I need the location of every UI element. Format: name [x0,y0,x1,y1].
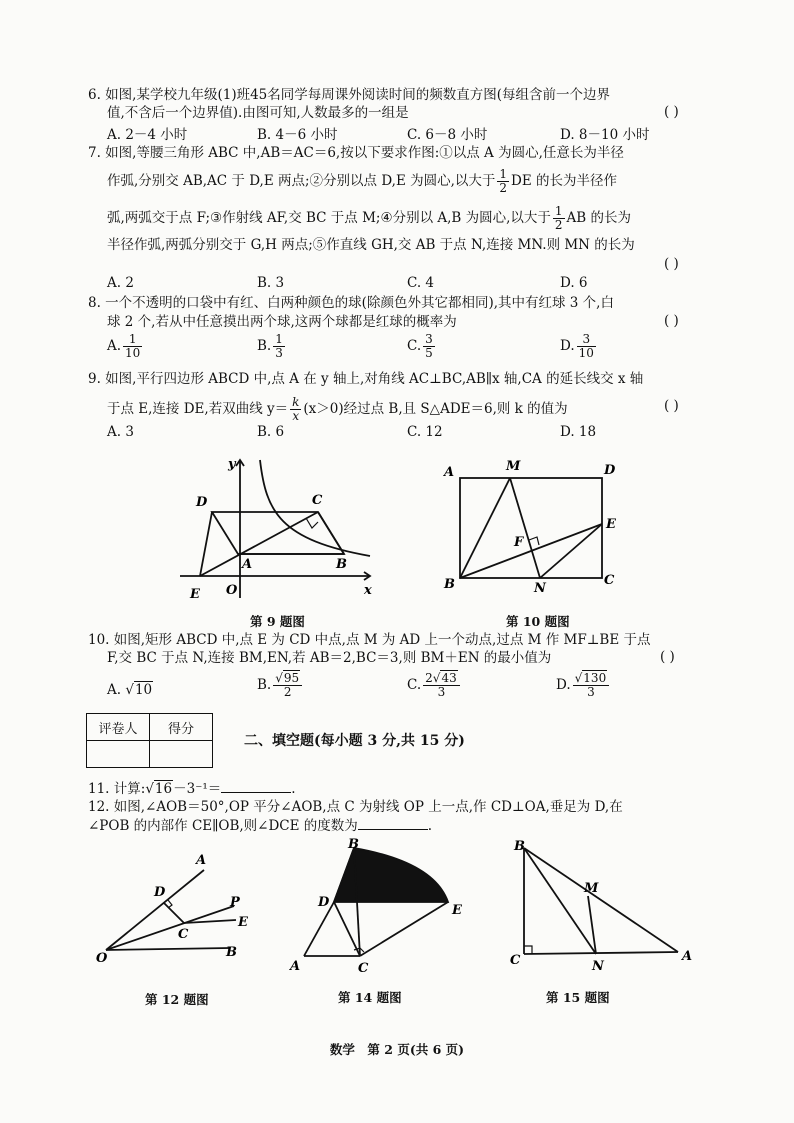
q7-option-c: C. 4 [407,275,435,291]
fig10-line-be [460,524,602,578]
q7-option-a: A. 2 [107,275,134,291]
score-table-grader-cell [87,741,150,768]
q10-option-b-fraction [273,672,302,699]
q10-option-c-num: 2√43 [423,672,460,686]
fig9-label-o: O [226,583,238,598]
fig15-line-bn [524,848,596,954]
score-table-score-cell [150,741,213,768]
fig12-ray-ob [106,948,230,950]
page-footer: 数学 第 2 页(共 6 页) [329,1042,465,1057]
q9-x: x [292,409,300,423]
q12-answer-blank[interactable] [358,829,428,830]
q12-line2 [88,817,432,835]
fig10-label-d: D [604,463,616,478]
q11-answer-blank[interactable] [221,792,291,793]
fig10-line-bm [460,478,510,578]
fig10-label-f: F [514,535,524,550]
q8-option-a [107,333,144,360]
fig9-line-ed [200,512,212,576]
q9-k-over-x [290,396,301,423]
q10-line2: F,交 BC 于点 N,连接 BM,EN,若 AB＝2,BC＝3,则 BM＋EN 的最小值为 [107,650,552,666]
q11-rad: 16 [154,781,173,797]
q7-paren: ( ) [664,256,679,272]
q9-line2-text-b: (x＞0)经过点 B,且 S△ADE＝6,则 k 的值为 [303,401,568,417]
q10-option-d-den: 3 [587,685,595,699]
figure-12 [94,850,264,966]
q10-option-b-den: 2 [283,685,292,699]
q10-line1: 10. 如图,矩形 ABCD 中,点 E 为 CD 中点,点 M 为 AD 上一个动点,过点 M 作 MF⊥BE 于点 [88,632,651,648]
q6-line2: 值,不含后一个边界值).由图可知,人数最多的一组是 [107,105,409,121]
fig15-caption: 第 15 题图 [546,990,610,1005]
q7-line3-text-b: AB 的长为 [566,210,632,226]
q11-end: . [291,781,296,797]
fig12-label-c: C [178,927,189,942]
q7-line2-text-a: 作弧,分别交 AB,AC 于 D,E 两点;②分别以点 D,E 为圆心,以大于 [107,173,496,189]
q8-option-c-den: 5 [425,346,433,360]
q8-option-a-num: 1 [123,333,142,347]
figure-9 [170,452,390,604]
q6-option-d: D. 8－10 小时 [560,127,650,143]
q7-half-den: 2 [499,181,508,195]
q10-option-d [556,672,611,699]
q8-option-c-fraction [423,333,435,360]
q6-paren: ( ) [664,104,679,120]
q10-option-c-label: C. [407,677,422,693]
score-table [86,713,213,768]
q10-option-b-num: √95 [273,672,302,686]
fig10-label-c: C [604,573,615,588]
q10-option-a-rad: 10 [134,682,153,698]
q10-option-b-label: B. [257,677,272,693]
figure-14 [284,836,474,976]
fig12-label-o: O [96,951,108,966]
fig14-line-dc [334,902,360,956]
q7-line2 [107,168,617,195]
fig15-line-ba [524,848,678,952]
q9-option-d: D. 18 [560,424,597,440]
fig14-label-e: E [452,903,462,918]
q8-line1: 8. 一个不透明的口袋中有红、白两种颜色的球(除颜色外其它都相同),其中有红球 3 个,白 [88,295,614,311]
figure-15 [506,834,700,976]
q8-option-b-num: 1 [275,332,283,346]
q10-option-d-label: D. [556,677,571,693]
fig15-label-c: C [510,953,521,968]
q8-option-b-label: B. [257,338,272,354]
fig15-line-ca [524,952,678,954]
fig9-label-e: E [190,587,200,602]
q7-half-num-2: 1 [554,204,563,218]
q10-paren: ( ) [660,649,675,665]
fig15-label-b: B [514,839,525,854]
q6-option-c: C. 6－8 小时 [407,127,488,143]
q9-k: k [292,395,300,409]
q8-paren: ( ) [664,313,679,329]
q10-option-d-fraction [573,672,610,699]
q11-prefix: 11. 计算: [88,781,146,797]
fig14-caption: 第 14 题图 [338,990,402,1005]
q7-half-num: 1 [499,167,508,181]
score-table-grader-header: 评卷人 [87,714,150,741]
fig9-right-angle [306,518,318,528]
q8-option-b [257,333,287,360]
q8-option-b-den: 3 [275,346,283,360]
q8-option-d-label: D. [560,338,575,354]
q10-option-c-den: 3 [437,685,446,699]
fig10-line-ne [540,524,602,578]
fig10-line-mn [510,478,540,578]
fig12-line-cd [164,903,184,923]
fig10-caption: 第 10 题图 [506,614,570,629]
fig10-label-n: N [534,581,546,594]
q7-option-b: B. 3 [257,275,285,291]
q10-option-d-num: √130 [573,672,610,686]
q10-option-a-label: A. [107,682,122,698]
q9-line2 [107,396,568,423]
q10-option-a: A. √10 [107,682,153,698]
fig9-label-c: C [312,493,323,508]
q8-option-d [560,333,598,360]
q9-option-a: A. 3 [107,424,134,440]
fig9-hyperbola [260,460,370,556]
q7-line3-text-a: 弧,两弧交于点 F;③作射线 AF,交 BC 于点 M;④分别以 A,B 为圆心,以大于 [107,210,551,226]
q7-line3 [107,205,631,232]
q10-option-c [407,672,462,699]
q8-option-c [407,333,437,360]
q11-suffix: －3⁻¹＝ [173,781,222,797]
q8-option-c-label: C. [407,338,422,354]
section-2-title: 二、填空题(每小题 3 分,共 15 分) [244,733,465,749]
fig14-label-b: B [348,837,359,852]
fig12-label-a: A [196,853,207,868]
fig15-label-m: M [584,881,599,896]
q8-option-b-fraction [273,333,285,360]
q11: 11. 计算:√16－3⁻¹＝ . [88,781,296,797]
fig15-label-n: N [592,959,604,974]
figure-10 [438,452,628,594]
q7-line4: 半径作弧,两弧分别交于 G,H 两点;⑤作直线 GH,交 AB 于点 N,连接 MN.则 MN 的长为 [107,237,635,253]
q7-line2-text-b: DE 的长为半径作 [511,173,618,189]
q10-option-c-rad: 43 [441,671,457,685]
q7-half-fraction [497,168,509,195]
q8-option-d-fraction [577,333,596,360]
q12-end: . [427,818,433,834]
q8-option-a-label: A. [107,338,122,354]
fig9-label-y: y [228,457,236,472]
q8-option-c-num: 3 [425,332,433,346]
q7-line1: 7. 如图,等腰三角形 ABC 中,AB＝AC＝6,按以下要求作图:①以点 A 为圆心,任意长为半径 [88,145,624,161]
fig14-label-d: D [318,895,330,910]
q10-option-c-coef: 2 [425,671,433,685]
q6-option-a: A. 2－4 小时 [107,127,188,143]
fig15-label-a: A [682,949,693,964]
q7-half-den-2: 2 [554,218,563,232]
score-table-score-header: 得分 [150,714,213,741]
fig12-label-d: D [154,885,166,900]
fig9-label-x: x [364,583,372,598]
q7-option-d: D. 6 [560,275,588,291]
fig10-label-b: B [444,577,455,592]
q10-option-b [257,672,304,699]
q10-option-c-fraction [423,672,460,699]
q8-option-d-num: 3 [577,333,596,347]
q7-half-fraction-2 [553,205,565,232]
q6-line1: 6. 如图,某学校九年级(1)班45名同学每周课外阅读时间的频数直方图(每组含前一个边界 [88,87,611,103]
fig10-label-e: E [606,517,616,532]
fig12-ray-oa [106,870,204,950]
fig10-label-m: M [506,459,521,474]
q6-option-b: B. 4－6 小时 [257,127,338,143]
fig9-label-a: A [242,557,253,572]
fig12-label-p: P [230,895,240,910]
fig14-line-ce [360,902,448,956]
fig10-rectangle [460,478,602,578]
q8-option-d-den: 10 [578,346,594,360]
fig12-label-b: B [226,945,237,960]
fig9-label-b: B [336,557,347,572]
fig9-caption: 第 9 题图 [250,614,305,629]
q9-paren: ( ) [664,398,679,414]
fig14-label-a: A [290,959,301,974]
q9-option-b: B. 6 [257,424,285,440]
fig14-line-ad [304,902,334,956]
q9-option-c: C. 12 [407,424,443,440]
fig12-caption: 第 12 题图 [145,992,209,1007]
fig12-label-e: E [238,915,248,930]
fig14-label-c: C [358,961,369,976]
q8-line2: 球 2 个,若从中任意摸出两个球,这两个球都是红球的概率为 [107,314,457,330]
q8-option-a-fraction [123,333,142,360]
fig12-ray-op [106,906,234,950]
q10-option-b-rad: 95 [283,671,300,685]
fig9-label-d: D [196,495,208,510]
fig10-label-a: A [444,465,455,480]
q9-line2-text-a: 于点 E,连接 DE,若双曲线 y＝ [107,401,289,417]
q12-line1: 12. 如图,∠AOB＝50°,OP 平分∠AOB,点 C 为射线 OP 上一点,作 CD⊥OA,垂足为 D,在 [88,799,623,815]
q8-option-a-den: 10 [125,346,141,360]
q12-line2-text: ∠POB 的内部作 CE∥OB,则∠DCE 的度数为 [88,818,358,834]
q10-option-d-rad: 130 [583,671,607,685]
q9-line1: 9. 如图,平行四边形 ABCD 中,点 A 在 y 轴上,对角线 AC⊥BC,AB∥x 轴,CA 的延长线交 x 轴 [88,371,644,387]
fig15-right-angle [524,946,532,954]
